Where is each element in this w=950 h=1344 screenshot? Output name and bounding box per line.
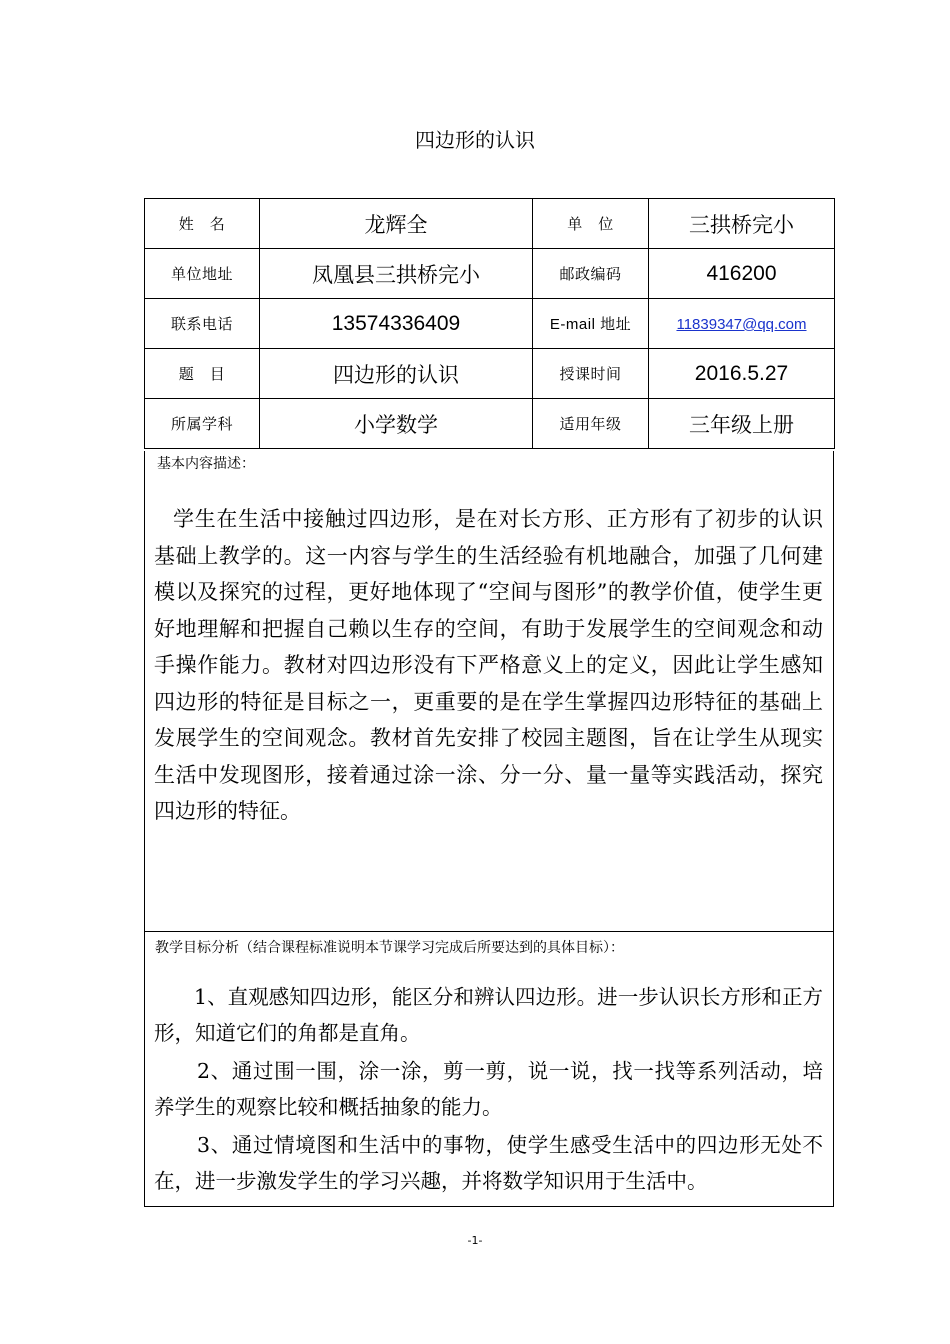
objective-item: 3、通过情境图和生活中的事物，使学生感受生活中的四边形无处不在，进一步激发学生的学习兴趣，并将数学知识用于生活中。 [154, 1133, 823, 1193]
content-description-body: 学生在生活中接触过四边形，是在对长方形、正方形有了初步的认识基础上教学的。这一内容与学生的生活经验有机地融合，加强了几何建模以及探究的过程，更好地体现了“空间与图形”的教学价值，使学生更好地理解和把握自己赖以生存的空间，有助于发展学生的空间观念和动手操作能力。教材对四边形没有下严格意义上的定义，因此让学生感知四边形的特征是目标之一，更重要的是在学生掌握四边形特征的基础上发展学生的空间观念。教材首先安排了校园主题图，旨在让学生从现实生活中发现图形，接着通过涂一涂、分一分、量一量等实践活动，探究四边形的特征。 [154, 507, 823, 823]
objective-item: 2、通过围一围，涂一涂，剪一剪，说一说，找一找等系列活动，培养学生的观察比较和概括抽象的能力。 [154, 1059, 823, 1119]
phone-value: 13574336409 [260, 299, 533, 349]
name-value: 龙辉全 [260, 199, 533, 249]
table-row [145, 249, 835, 299]
topic-value: 四边形的认识 [260, 349, 533, 399]
objectives-heading: 教学目标分析（结合课程标准说明本节课学习完成后所要达到的具体目标）： [155, 940, 624, 956]
objectives-section [144, 931, 834, 1207]
table-row [145, 199, 835, 249]
email-label: E-mail 地址 [533, 299, 649, 349]
content-description-heading: 基本内容描述： [157, 456, 255, 472]
grade-value: 三年级上册 [649, 399, 835, 449]
email-cell [649, 299, 835, 349]
lesson-date-value: 2016.5.27 [649, 349, 835, 399]
info-table [144, 198, 835, 449]
lesson-date-label: 授课时间 [533, 349, 649, 399]
address-value: 凤凰县三拱桥完小 [260, 249, 533, 299]
address-label: 单位地址 [145, 249, 260, 299]
page-number: -1- [467, 1234, 483, 1247]
table-row [145, 299, 835, 349]
name-label: 姓 名 [145, 199, 260, 249]
email-link[interactable]: 11839347@qq.com [676, 316, 807, 333]
phone-label: 联系电话 [145, 299, 260, 349]
unit-label: 单 位 [533, 199, 649, 249]
postcode-value: 416200 [649, 249, 835, 299]
table-row [145, 349, 835, 399]
topic-label: 题 目 [145, 349, 260, 399]
table-row [145, 399, 835, 449]
objective-item: 1、直观感知四边形，能区分和辨认四边形。进一步认识长方形和正方形，知道它们的角都是直角。 [154, 985, 823, 1045]
postcode-label: 邮政编码 [533, 249, 649, 299]
content-description-section [144, 451, 834, 932]
document-title: 四边形的认识 [415, 128, 535, 152]
subject-value: 小学数学 [260, 399, 533, 449]
grade-label: 适用年级 [533, 399, 649, 449]
subject-label: 所属学科 [145, 399, 260, 449]
unit-value: 三拱桥完小 [649, 199, 835, 249]
